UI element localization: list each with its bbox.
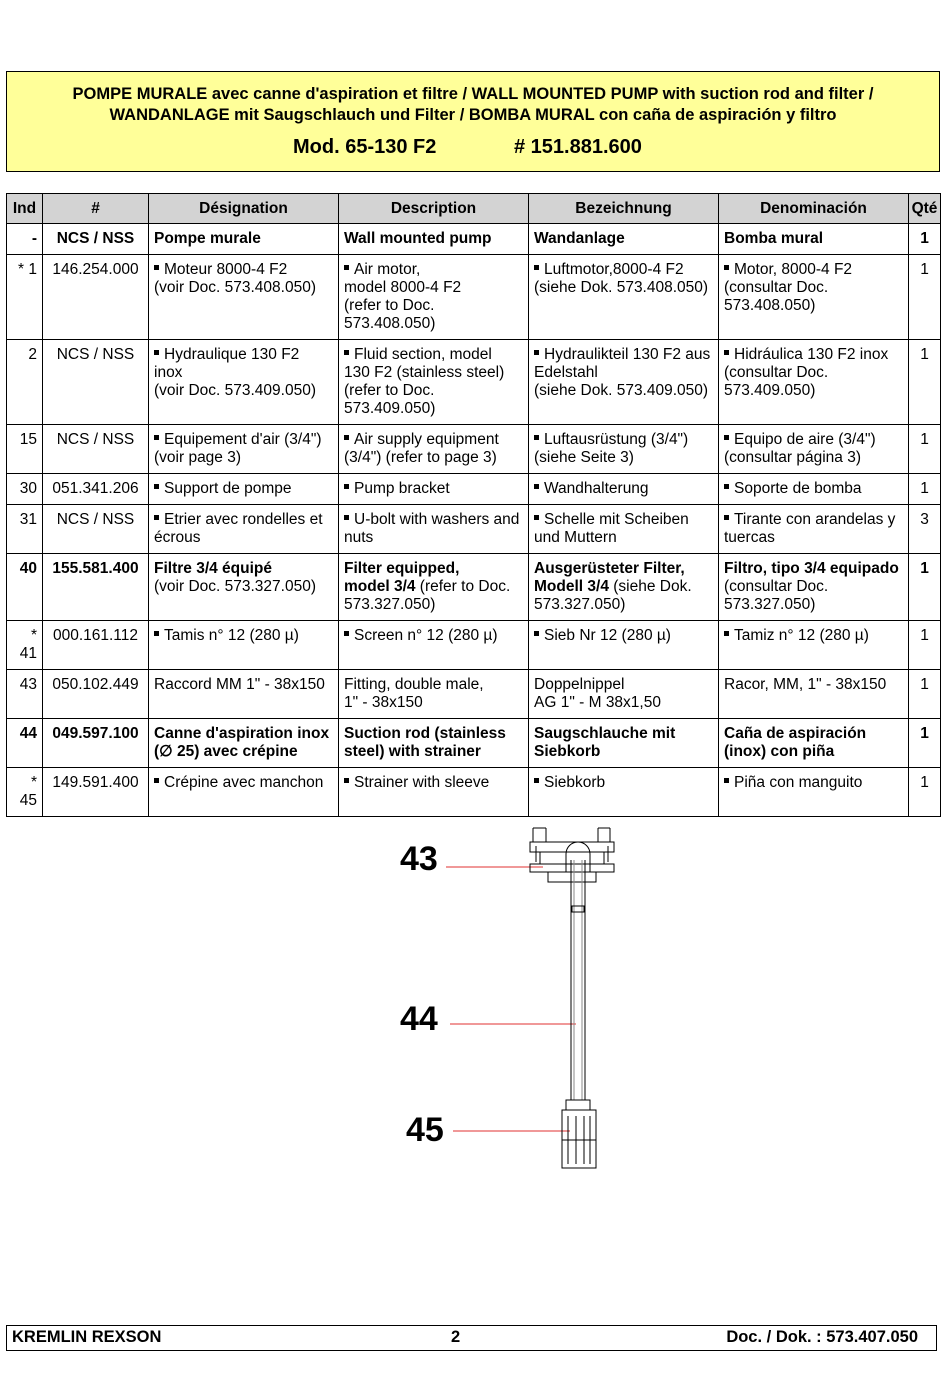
cell-line: Sieb Nr 12 (280 µ) (544, 627, 671, 644)
cell-line-wrap (154, 511, 334, 529)
table-row (7, 505, 941, 554)
cell-qty: 1 (909, 554, 941, 621)
cell-qty: 1 (909, 621, 941, 670)
cell-line: (refer to Doc. (415, 578, 511, 595)
cell-fr (149, 474, 339, 505)
cell-line: 130 F2 (stainless steel) (344, 364, 505, 381)
cell-line: (voir Doc. 573.408.050) (154, 279, 316, 296)
bullet-icon (344, 778, 349, 783)
cell-line: 1" - 38x150 (344, 694, 423, 711)
cell-line: Hydraulikteil 130 F2 aus (544, 346, 711, 363)
cell-line: Pompe murale (154, 230, 261, 247)
cell-de (529, 554, 719, 621)
cell-en (339, 340, 529, 425)
cell-line-wrap (534, 511, 714, 529)
bullet-icon (724, 350, 729, 355)
table-row (7, 719, 941, 768)
cell-line: Support de pompe (164, 480, 292, 497)
cell-line-wrap (724, 431, 904, 449)
cell-en (339, 255, 529, 340)
fitting-43-shape (530, 828, 614, 882)
col-header-bezeichnung: Bezeichnung (529, 194, 719, 224)
cell-fr (149, 224, 339, 255)
cell-line-wrap (534, 261, 714, 279)
cell-fr (149, 554, 339, 621)
table-row (7, 621, 941, 670)
cell-line: (consultar Doc. (724, 578, 829, 595)
bullet-icon (534, 350, 539, 355)
cell-ind: 40 (7, 554, 43, 621)
bullet-icon (724, 265, 729, 270)
cell-line: Hydraulique 130 F2 (164, 346, 300, 363)
cell-line: 573.409.050) (344, 400, 436, 417)
cell-qty: 1 (909, 670, 941, 719)
table-row (7, 554, 941, 621)
cell-qty: 1 (909, 425, 941, 474)
cell-en (339, 224, 529, 255)
cell-en (339, 425, 529, 474)
cell-line: Crépine avec manchon (164, 774, 324, 791)
cell-part-number: 149.591.400 (43, 768, 149, 817)
cell-fr (149, 719, 339, 768)
suction-rod-drawing (0, 800, 950, 1200)
cell-part-number: 155.581.400 (43, 554, 149, 621)
cell-qty: 1 (909, 474, 941, 505)
cell-line: Pump bracket (354, 480, 450, 497)
cell-line: (voir Doc. 573.409.050) (154, 382, 316, 399)
cell-line: Motor, 8000-4 F2 (734, 261, 853, 278)
cell-line: (∅ 25) avec crépine (154, 743, 298, 760)
cell-de (529, 340, 719, 425)
cell-en (339, 719, 529, 768)
cell-line: 573.327.050) (724, 596, 816, 613)
bullet-icon (344, 265, 349, 270)
cell-line: und Muttern (534, 529, 617, 546)
cell-line: Strainer with sleeve (354, 774, 490, 791)
cell-line-wrap (344, 480, 524, 498)
cell-de (529, 255, 719, 340)
table-row (7, 224, 941, 255)
cell-line: Edelstahl (534, 364, 598, 381)
cell-line: (refer to Doc. (344, 297, 435, 314)
cell-ind: 43 (7, 670, 43, 719)
cell-part-number: 050.102.449 (43, 670, 149, 719)
cell-en (339, 554, 529, 621)
title-line-2: WANDANLAGE mit Saugschlauch und Filter / BOMBA MURAL con caña de aspiración y filtro (109, 106, 837, 124)
cell-es (719, 255, 909, 340)
table-header-row (7, 194, 941, 224)
cell-es (719, 474, 909, 505)
col-header-ind: Ind (7, 194, 43, 224)
cell-line: 573.408.050) (344, 315, 436, 332)
cell-line: (voir page 3) (154, 449, 242, 466)
cell-line: Siebkorb (544, 774, 606, 791)
cell-line-wrap (344, 627, 524, 645)
cell-line-wrap (534, 627, 714, 645)
title-box (6, 71, 940, 172)
cell-line-wrap (534, 480, 714, 498)
cell-ind: * 1 (7, 255, 43, 340)
bullet-icon (724, 631, 729, 636)
cell-line-wrap (724, 627, 904, 645)
cell-fr (149, 425, 339, 474)
cell-line: écrous (154, 529, 201, 546)
cell-part-number: NCS / NSS (43, 224, 149, 255)
cell-line: Wall mounted pump (344, 230, 492, 247)
cell-line: (3/4") (refer to page 3) (344, 449, 497, 466)
cell-es (719, 340, 909, 425)
cell-line: Saugschlauche mit (534, 725, 676, 742)
bullet-icon (154, 515, 159, 520)
cell-part-number: NCS / NSS (43, 425, 149, 474)
footer-doc-number: Doc. / Dok. : 573.407.050 (726, 1328, 918, 1346)
cell-ind: 15 (7, 425, 43, 474)
cell-fr (149, 621, 339, 670)
cell-line: Schelle mit Scheiben (544, 511, 689, 528)
col-header-description: Description (339, 194, 529, 224)
callout-45: 45 (406, 1111, 444, 1149)
bullet-icon (344, 484, 349, 489)
cell-line-wrap (344, 346, 524, 364)
cell-de (529, 474, 719, 505)
cell-de (529, 621, 719, 670)
cell-line-wrap (154, 774, 334, 792)
cell-line: Wandhalterung (544, 480, 649, 497)
cell-line: Luftmotor,8000-4 F2 (544, 261, 684, 278)
cell-line: (siehe Dok. 573.408.050) (534, 279, 709, 296)
col-header-num: # (43, 194, 149, 224)
cell-es (719, 719, 909, 768)
table-row (7, 670, 941, 719)
cell-line-wrap (724, 480, 904, 498)
cell-line-wrap (344, 774, 524, 792)
cell-line-wrap (344, 431, 524, 449)
cell-line-wrap (154, 261, 334, 279)
bullet-icon (154, 435, 159, 440)
col-header-designation: Désignation (149, 194, 339, 224)
cell-line: 573.327.050) (344, 596, 436, 613)
bullet-icon (344, 515, 349, 520)
cell-qty: 1 (909, 768, 941, 817)
cell-line: Doppelnippel (534, 676, 625, 693)
cell-line: inox (154, 364, 183, 381)
cell-line: 573.408.050) (724, 297, 816, 314)
cell-line: Caña de aspiración (724, 725, 867, 742)
cell-line: Fitting, double male, (344, 676, 484, 693)
callout-43: 43 (400, 840, 438, 878)
cell-en (339, 670, 529, 719)
cell-line: Luftausrüstung (3/4") (544, 431, 689, 448)
bullet-icon (724, 484, 729, 489)
cell-de (529, 224, 719, 255)
cell-ind: 44 (7, 719, 43, 768)
cell-line: Tirante con arandelas y (734, 511, 896, 528)
bullet-icon (724, 435, 729, 440)
cell-line: tuercas (724, 529, 775, 546)
table-row (7, 255, 941, 340)
cell-line: Moteur 8000-4 F2 (164, 261, 288, 278)
bullet-icon (154, 631, 159, 636)
bullet-icon (534, 778, 539, 783)
cell-line: Equipo de aire (3/4") (734, 431, 876, 448)
cell-line: Piña con manguito (734, 774, 863, 791)
cell-line-wrap (154, 346, 334, 364)
bullet-icon (154, 265, 159, 270)
cell-line: Filtro, tipo 3/4 equipado (724, 560, 899, 577)
cell-qty: 1 (909, 340, 941, 425)
pump-diagram (0, 800, 950, 1200)
cell-ind: * 41 (7, 621, 43, 670)
bullet-icon (534, 515, 539, 520)
cell-part-number: 146.254.000 (43, 255, 149, 340)
cell-line: Etrier avec rondelles et (164, 511, 323, 528)
cell-line: nuts (344, 529, 374, 546)
cell-de (529, 425, 719, 474)
cell-line-wrap (724, 511, 904, 529)
cell-es (719, 621, 909, 670)
cell-line: model 8000-4 F2 (344, 279, 462, 296)
cell-ind: * 45 (7, 768, 43, 817)
cell-de (529, 719, 719, 768)
cell-line: Tamis n° 12 (280 µ) (164, 627, 299, 644)
cell-line: Raccord MM 1" - 38x150 (154, 676, 325, 693)
cell-fr (149, 505, 339, 554)
cell-ind: 2 (7, 340, 43, 425)
cell-line: Fluid section, model (354, 346, 492, 363)
parts-table-body (7, 224, 941, 817)
cell-qty: 1 (909, 255, 941, 340)
footer-company: KREMLIN REXSON (12, 1328, 162, 1346)
cell-line-wrap (724, 261, 904, 279)
cell-line: (voir Doc. 573.327.050) (154, 578, 316, 595)
cell-line-wrap (534, 346, 714, 364)
cell-line: (refer to Doc. (344, 382, 435, 399)
cell-part-number: NCS / NSS (43, 505, 149, 554)
cell-qty: 1 (909, 719, 941, 768)
cell-line: (inox) con piña (724, 743, 835, 760)
model-name: Mod. 65-130 F2 (293, 136, 437, 158)
cell-ind: 30 (7, 474, 43, 505)
cell-line-wrap (154, 627, 334, 645)
bullet-icon (154, 484, 159, 489)
model-part-number: # 151.881.600 (514, 136, 642, 158)
cell-line: U-bolt with washers and (354, 511, 520, 528)
cell-line: Wandanlage (534, 230, 625, 247)
bullet-icon (344, 631, 349, 636)
cell-es (719, 505, 909, 554)
cell-part-number: 051.341.206 (43, 474, 149, 505)
cell-part-number: NCS / NSS (43, 340, 149, 425)
page-footer (6, 1325, 937, 1351)
bullet-icon (534, 631, 539, 636)
cell-de (529, 670, 719, 719)
bullet-icon (534, 265, 539, 270)
callout-44: 44 (400, 1000, 438, 1038)
cell-line: Tamiz n° 12 (280 µ) (734, 627, 869, 644)
cell-line: (consultar página 3) (724, 449, 861, 466)
parts-table (6, 193, 941, 817)
cell-ind: 31 (7, 505, 43, 554)
cell-en (339, 621, 529, 670)
cell-part-number: 000.161.112 (43, 621, 149, 670)
cell-line-wrap (724, 346, 904, 364)
cell-fr (149, 670, 339, 719)
suction-rod-44-shape (571, 860, 585, 1100)
cell-line: Bomba mural (724, 230, 824, 247)
cell-line-wrap (724, 774, 904, 792)
col-header-qty: Qté (909, 194, 941, 224)
cell-line: Equipement d'air (3/4") (164, 431, 322, 448)
cell-fr (149, 340, 339, 425)
cell-line: Racor, MM, 1" - 38x150 (724, 676, 887, 693)
cell-line-wrap (154, 480, 334, 498)
col-header-denominacion: Denominación (719, 194, 909, 224)
cell-fr (149, 255, 339, 340)
bullet-icon (534, 435, 539, 440)
bullet-icon (724, 778, 729, 783)
cell-line-wrap (344, 261, 524, 279)
cell-line: model 3/4 (344, 578, 416, 595)
cell-line: (siehe Seite 3) (534, 449, 634, 466)
cell-en (339, 474, 529, 505)
cell-line-wrap (534, 431, 714, 449)
title-line-1: POMPE MURALE avec canne d'aspiration et filtre / WALL MOUNTED PUMP with suction rod and filter / (72, 85, 874, 103)
bullet-icon (724, 515, 729, 520)
cell-es (719, 425, 909, 474)
table-row (7, 425, 941, 474)
bullet-icon (534, 484, 539, 489)
cell-line: Hidráulica 130 F2 inox (734, 346, 889, 363)
cell-line: Filter equipped, (344, 560, 460, 577)
cell-line: (consultar Doc. (724, 279, 829, 296)
cell-ind: - (7, 224, 43, 255)
footer-page-number: 2 (451, 1328, 461, 1346)
cell-qty: 3 (909, 505, 941, 554)
cell-line: steel) with strainer (344, 743, 481, 760)
strainer-45-shape (562, 1100, 596, 1168)
table-row (7, 474, 941, 505)
cell-es (719, 670, 909, 719)
cell-line: Suction rod (stainless (344, 725, 506, 742)
cell-line: (siehe Dok. (608, 578, 692, 595)
bullet-icon (344, 350, 349, 355)
cell-line: (consultar Doc. (724, 364, 829, 381)
model-row (7, 136, 939, 162)
cell-line-wrap (154, 431, 334, 449)
cell-de (529, 505, 719, 554)
cell-line: 573.409.050) (724, 382, 816, 399)
bullet-icon (154, 350, 159, 355)
cell-line-wrap (534, 774, 714, 792)
table-row (7, 340, 941, 425)
cell-en (339, 505, 529, 554)
cell-line: Ausgerüsteter Filter, (534, 560, 685, 577)
cell-part-number: 049.597.100 (43, 719, 149, 768)
bullet-icon (344, 435, 349, 440)
cell-line: Soporte de bomba (734, 480, 862, 497)
cell-es (719, 224, 909, 255)
cell-line: Air motor, (354, 261, 421, 278)
cell-line: Air supply equipment (354, 431, 499, 448)
bullet-icon (154, 778, 159, 783)
cell-qty: 1 (909, 224, 941, 255)
cell-line: Canne d'aspiration inox (154, 725, 330, 742)
cell-line: Screen n° 12 (280 µ) (354, 627, 498, 644)
cell-line: 573.327.050) (534, 596, 626, 613)
cell-line: AG 1" - M 38x1,50 (534, 694, 661, 711)
cell-es (719, 554, 909, 621)
cell-line-wrap (344, 511, 524, 529)
cell-line: (siehe Dok. 573.409.050) (534, 382, 709, 399)
cell-line: Siebkorb (534, 743, 601, 760)
cell-line: Filtre 3/4 équipé (154, 560, 273, 577)
cell-line: Modell 3/4 (534, 578, 609, 595)
